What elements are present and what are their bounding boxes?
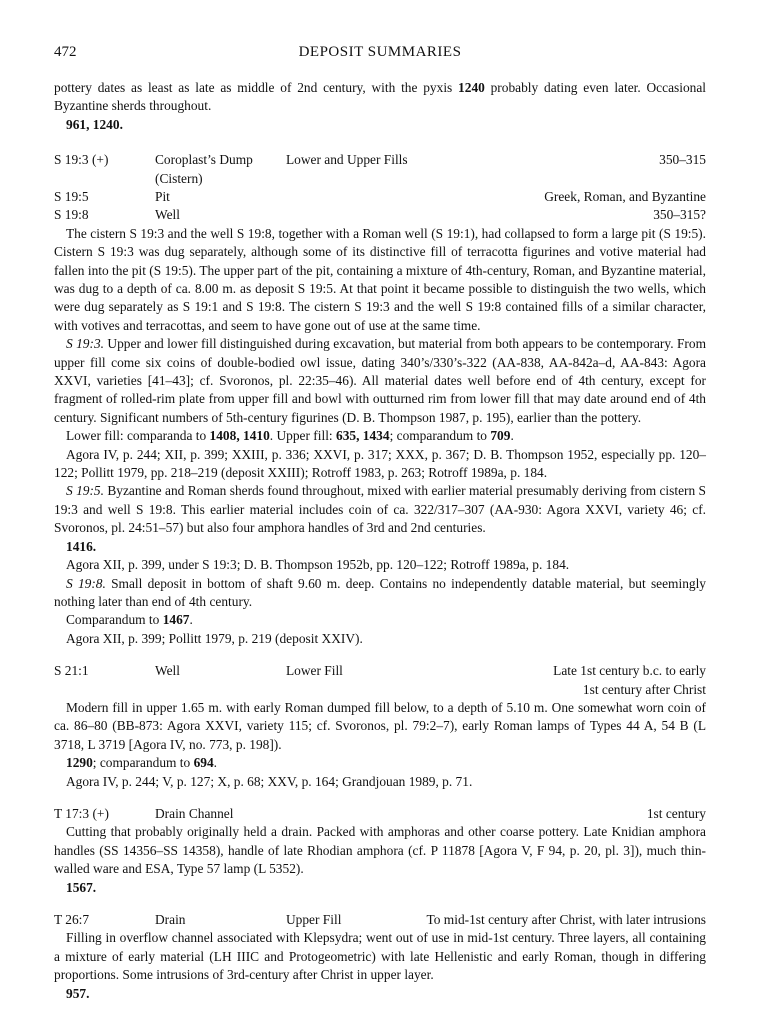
bibliography: Agora IV, p. 244; XII, p. 399; XXIII, p. 336; XXVI, p. 317; XXX, p. 367; D. B. Thompson 1952, especially pp. 120–122; Pollitt 1979, pp. 218–219 (deposit XXIII); Rotroff 1983, p. 263; Rotroff 1989a, p. 184.	[54, 446, 706, 481]
deposit-heading-row: S 19:8 Well 350–315?	[54, 207, 706, 223]
deposit-refs: 957.	[66, 985, 90, 1001]
deposit-heading-row: S 19:5 Pit Greek, Roman, and Byzantine	[54, 189, 706, 204]
deposit-refs: 1416.	[66, 538, 97, 554]
running-title: DEPOSIT SUMMARIES	[298, 44, 462, 60]
deposit-paragraph: The cistern S 19:3 and the well S 19:8, together with a Roman well (S 19:1), had collapsed to form a large pit (S 19:5). Cistern S 19:3 was dug separately, although some of its distinctive fill of terracotta figurines and votive material had fallen into the pit (S 19:5). The upper part of the pit, containing a mixture of 4th-century, Roman, and Byzantine material, was dug to a depth of ca. 8.00 m. as deposit S 19:5. At that point it became possible to distinguish the two wells, which were dug separately as S 19:1 and S 19:8. The cistern S 19:3 and the well S 19:8 contained fills of a similar character, with votives and terracottas, and seem to have gone out of use at the same time.	[54, 225, 706, 333]
page-number: 472	[54, 44, 77, 60]
deposit-entry-s19: S 19:3 (+) Coroplast’s Dump Lower and Upper Fills 350–315 (Cistern) S 19:5 Pit Greek, Roman, and Byzantine S 19:8 Well 350–315? The cistern S 19:3 and the well S 19:8, together with a Roman well (S 19:1), had collapsed to form a large pit (S 19:5). Cistern S 19:3 was dug separately, although some of its distinctive fill of terracotta figurines and votive material had fallen into the pit (S 19:5). The upper part of the pit, containing a mixture of 4th-century, Roman, and Byzantine material, was dug to a depth of ca. 8.00 m. as deposit S 19:5. At that point it became possible to distinguish the two wells, which were dug separately as S 19:1 and S 19:8. The cistern S 19:3 and the well S 19:8 contained fills of a similar character, with votives and terracottas, and seem to have gone out of use at the same time. S 19:3. Upper and lower fill distinguished during excavation, but material from both appears to be contemporary. From upper fill come six coins of double-bodied owl issue, dating 340’s/330’s-322 (AA-838, AA-842a–d, AA-843: Agora XXVI, varieties [41–43]; cf. Svoronos, pl. 22:35–46). All material dates well before end of 4th century, except for fragment of rolled-rim plate from upper fill and bowl with outturned rim from lower fill that may date around end of 4th century. Significant numbers of 5th-century figurines (D. B. Thompson 1987, p. 195), earlier than the pottery. Lower fill: comparanda to 1408, 1410. Upper fill: 635, 1434; comparandum to 709. Agora IV, p. 244; XII, p. 399; XXIII, p. 336; XXVI, p. 317; XXX, p. 367; D. B. Thompson 1952, especially pp. 120–122; Pollitt 1979, pp. 218–219 (deposit XXIII); Rotroff 1983, p. 263; Rotroff 1989a, p. 184. S 19:5. Byzantine and Roman sherds found throughout, mixed with earlier material presumably deriving from cistern S 19:3 and well S 19:8. This earlier material includes coin of ca. 322/317–307 (AA-930: Agora XXVI, variety 46; cf. Svoronos, pl. 24:51–57) but also four amphora handles of 3rd and 2nd centuries. 1416. Agora XII, p. 399, under S 19:3; D. B. Thompson 1952b, pp. 120–122; Rotroff 1989a, p. 184. S 19:8. Small deposit in bottom of shaft 9.60 m. deep. Contains no independently datable material, but seemingly nothing later than end of 4th century. Comparandum to 1467. Agora XII, p. 399; Pollitt 1979, p. 219 (deposit XXIV).	[54, 151, 706, 648]
page-body	[54, 79, 706, 1003]
continuation-paragraph: pottery dates as least as late as middle of 2nd century, with the pyxis 1240 probably dating even later. Occasional Byzantine sherds throughout.	[54, 80, 706, 114]
deposit-heading-row: T 17:3 (+) Drain Channel 1st century	[54, 805, 706, 821]
deposit-entry-s21: S 21:1 Well Lower Fill Late 1st century b.c. to early 1st century after Christ Modern fill in upper 1.65 m. with early Roman dumped fill below, to a depth of 5.10 m. One somewhat worn coin of ca. 86–80 (BB-873: Agora XXVI, variety 115; cf. Svoronos, pl. 79:2–7), early Roman lamps of Types 44 A, 54 B (L 3718, L 3719 [Agora IV, no. 773, p. 198]). 1290; comparandum to 694. Agora IV, p. 244; V, p. 127; X, p. 68; XXV, p. 164; Grandjouan 1989, p. 71.	[54, 662, 706, 791]
deposit-refs: Comparandum to 1467.	[66, 612, 193, 628]
deposit-paragraph: Cutting that probably originally held a drain. Packed with amphoras and other coarse pottery. Late Knidian amphora handles (SS 14356–SS 14358), handle of late Rhodian amphora (cf. P 11878 [Agora V, F 94, p. 20, pl. 3]), much thin-walled ware and ESA, Type 57 lamp (L 5352).	[54, 824, 706, 877]
bibliography: Agora XII, p. 399, under S 19:3; D. B. Thompson 1952b, pp. 120–122; Rotroff 1989a, p. 184.	[66, 557, 570, 573]
deposit-paragraph: Filling in overflow channel associated with Klepsydra; went out of use in mid-1st century. Three layers, all containing a mixture of early material (LH IIIC and Protogeometric) with late Hellenistic and early Roman, though in differing proportions. Some intrusions of 3rd-century after Christ in upper layer.	[54, 930, 706, 983]
deposit-paragraph: S 19:3. Upper and lower fill distinguished during excavation, but material from both appears to be contemporary. From upper fill come six coins of double-bodied owl issue, dating 340’s/330’s-322 (AA-838, AA-842a–d, AA-843: Agora XXVI, varieties [41–43]; cf. Svoronos, pl. 22:35–46). All material dates well before end of 4th century, except for fragment of rolled-rim plate from upper fill and bowl with outturned rim from lower fill that may date around end of 4th century. Significant numbers of 5th-century figurines (D. B. Thompson 1987, p. 195), earlier than the pottery.	[54, 336, 706, 425]
deposit-paragraph: S 19:8. Small deposit in bottom of shaft 9.60 m. deep. Contains no independently datable material, but seemingly nothing later than end of 4th century.	[54, 575, 706, 609]
deposit-paragraph: Modern fill in upper 1.65 m. with early Roman dumped fill below, to a depth of 5.10 m. One somewhat worn coin of ca. 86–80 (BB-873: Agora XXVI, variety 115; cf. Svoronos, pl. 79:2–7), early Roman lamps of Types 44 A, 54 B (L 3718, L 3719 [Agora IV, no. 773, p. 198]).	[54, 699, 706, 752]
bibliography: Agora XII, p. 399; Pollitt 1979, p. 219 (deposit XXIV).	[66, 630, 363, 646]
deposit-heading-row: T 26:7 Drain Upper Fill To mid-1st century after Christ, with later intrusions	[54, 911, 706, 927]
page-header	[54, 44, 706, 66]
deposit-refs: 1290; comparandum to 694.	[66, 755, 218, 771]
catalogue-refs: 961, 1240.	[66, 116, 123, 132]
deposit-refs: 1567.	[66, 879, 97, 895]
deposit-heading-row: S 19:3 (+) Coroplast’s Dump Lower and Upper Fills 350–315	[54, 152, 706, 168]
deposit-entry-t17	[54, 805, 706, 897]
deposit-heading-row: S 21:1 Well Lower Fill Late 1st century b.c. to early	[54, 663, 706, 679]
deposit-paragraph: S 19:5. Byzantine and Roman sherds found throughout, mixed with earlier material presumably deriving from cistern S 19:3 and well S 19:8. This earlier material includes coin of ca. 322/317–307 (AA-930: Agora XXVI, variety 46; cf. Svoronos, pl. 24:51–57) but also four amphora handles of 3rd and 2nd centuries.	[54, 483, 706, 536]
deposit-entry-t26	[54, 911, 706, 1003]
bibliography: Agora IV, p. 244; V, p. 127; X, p. 68; XXV, p. 164; Grandjouan 1989, p. 71.	[66, 773, 473, 789]
deposit-refs: Lower fill: comparanda to 1408, 1410. Upper fill: 635, 1434; comparandum to 709.	[66, 428, 514, 444]
